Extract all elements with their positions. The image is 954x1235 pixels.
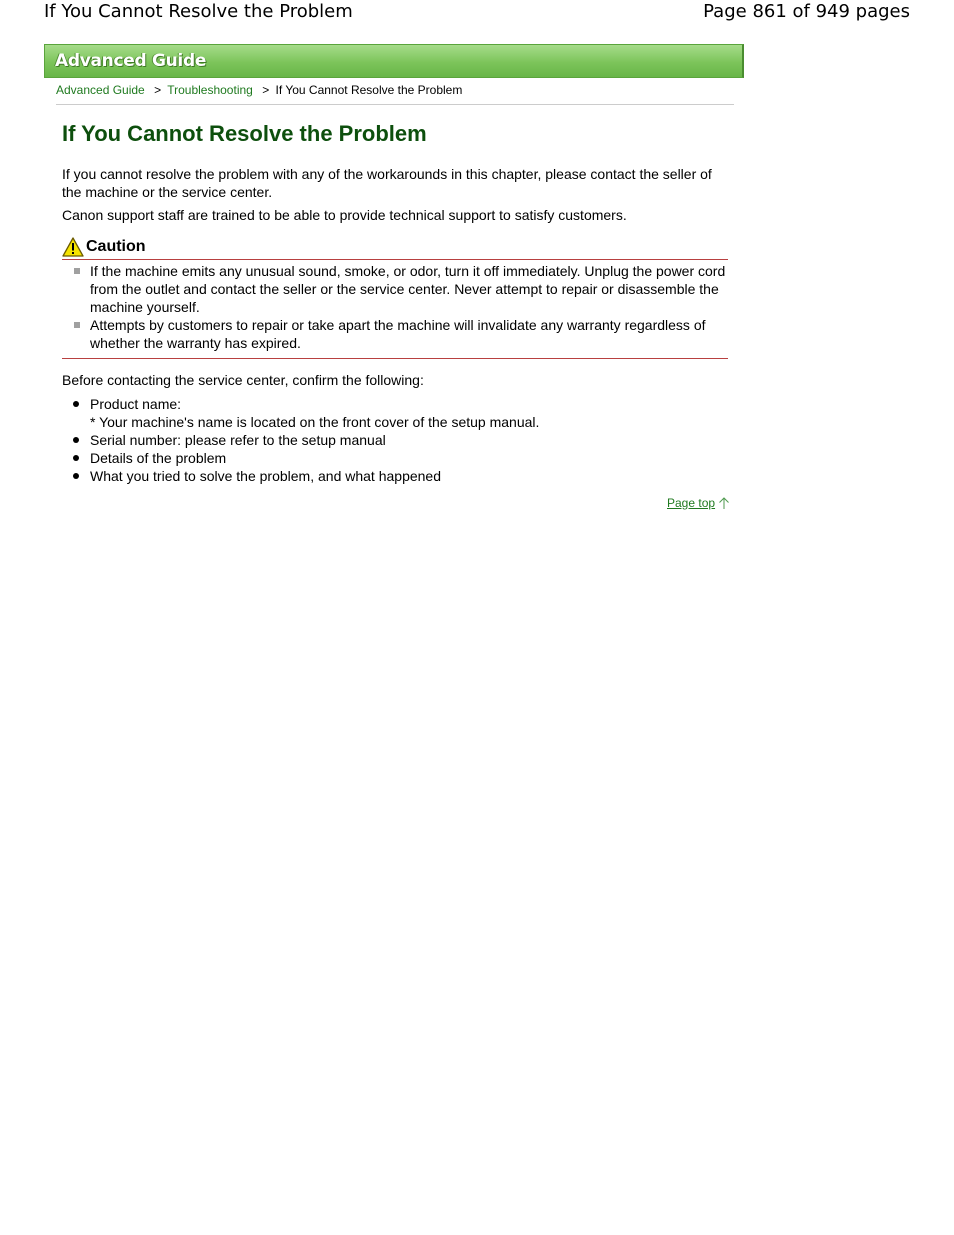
caution-list — [62, 260, 728, 359]
main-content — [62, 118, 730, 485]
caution-item — [62, 316, 728, 352]
bullet-icon — [73, 401, 79, 407]
page-title: If You Cannot Resolve the Problem — [62, 121, 427, 146]
list-item-label: Product name: — [90, 396, 182, 412]
page-top-link[interactable] — [667, 496, 730, 510]
list-item-note: * Your machine's name is located on the front cover of the setup manual. — [90, 414, 540, 430]
breadcrumb-link-troubleshooting[interactable]: Troubleshooting — [167, 83, 253, 97]
caution-item-text: If the machine emits any unusual sound, smoke, or odor, turn it off immediately. Unplug the power cord from the outlet and contact the seller or the service center. Never attempt to repair or disassemble the machine yourself. — [90, 263, 726, 315]
bullet-icon — [73, 455, 79, 461]
banner-title: Advanced Guide — [55, 51, 207, 71]
warning-triangle-icon — [62, 237, 84, 257]
breadcrumb-separator: > — [154, 83, 162, 97]
bullet-icon — [73, 437, 79, 443]
page-count: Page 861 of 949 pages — [703, 1, 910, 22]
breadcrumb — [56, 83, 734, 105]
intro-paragraph: If you cannot resolve the problem with any of the workarounds in this chapter, please contact the seller of the machine or the service center. — [62, 166, 712, 200]
square-bullet-icon — [74, 322, 80, 328]
breadcrumb-link-advanced-guide[interactable]: Advanced Guide — [56, 83, 145, 97]
confirm-list — [62, 395, 730, 485]
square-bullet-icon — [74, 268, 80, 274]
breadcrumb-current: If You Cannot Resolve the Problem — [275, 83, 463, 97]
arrow-up-icon — [718, 496, 730, 510]
document-title: If You Cannot Resolve the Problem — [44, 1, 353, 22]
page-top-label: Page top — [667, 496, 716, 510]
caution-title: Caution — [86, 238, 146, 255]
list-item — [62, 449, 730, 467]
caution-item-text: Attempts by customers to repair or take apart the machine will invalidate any warranty regardless of whether the warranty has expired. — [90, 317, 706, 351]
support-paragraph: Canon support staff are trained to be able to provide technical support to satisfy customers. — [62, 207, 627, 223]
caution-header — [62, 235, 728, 260]
list-item-label: Serial number: please refer to the setup manual — [90, 432, 386, 448]
advanced-guide-banner — [44, 44, 744, 78]
list-item-label: Details of the problem — [90, 450, 227, 466]
list-item — [62, 395, 730, 431]
list-item-label: What you tried to solve the problem, and what happened — [90, 468, 441, 484]
breadcrumb-separator: > — [262, 83, 270, 97]
list-item — [62, 467, 730, 485]
list-item — [62, 431, 730, 449]
confirm-intro: Before contacting the service center, confirm the following: — [62, 372, 424, 388]
caution-item — [62, 262, 728, 316]
caution-box — [62, 235, 728, 359]
print-header — [0, 0, 954, 28]
bullet-icon — [73, 473, 79, 479]
